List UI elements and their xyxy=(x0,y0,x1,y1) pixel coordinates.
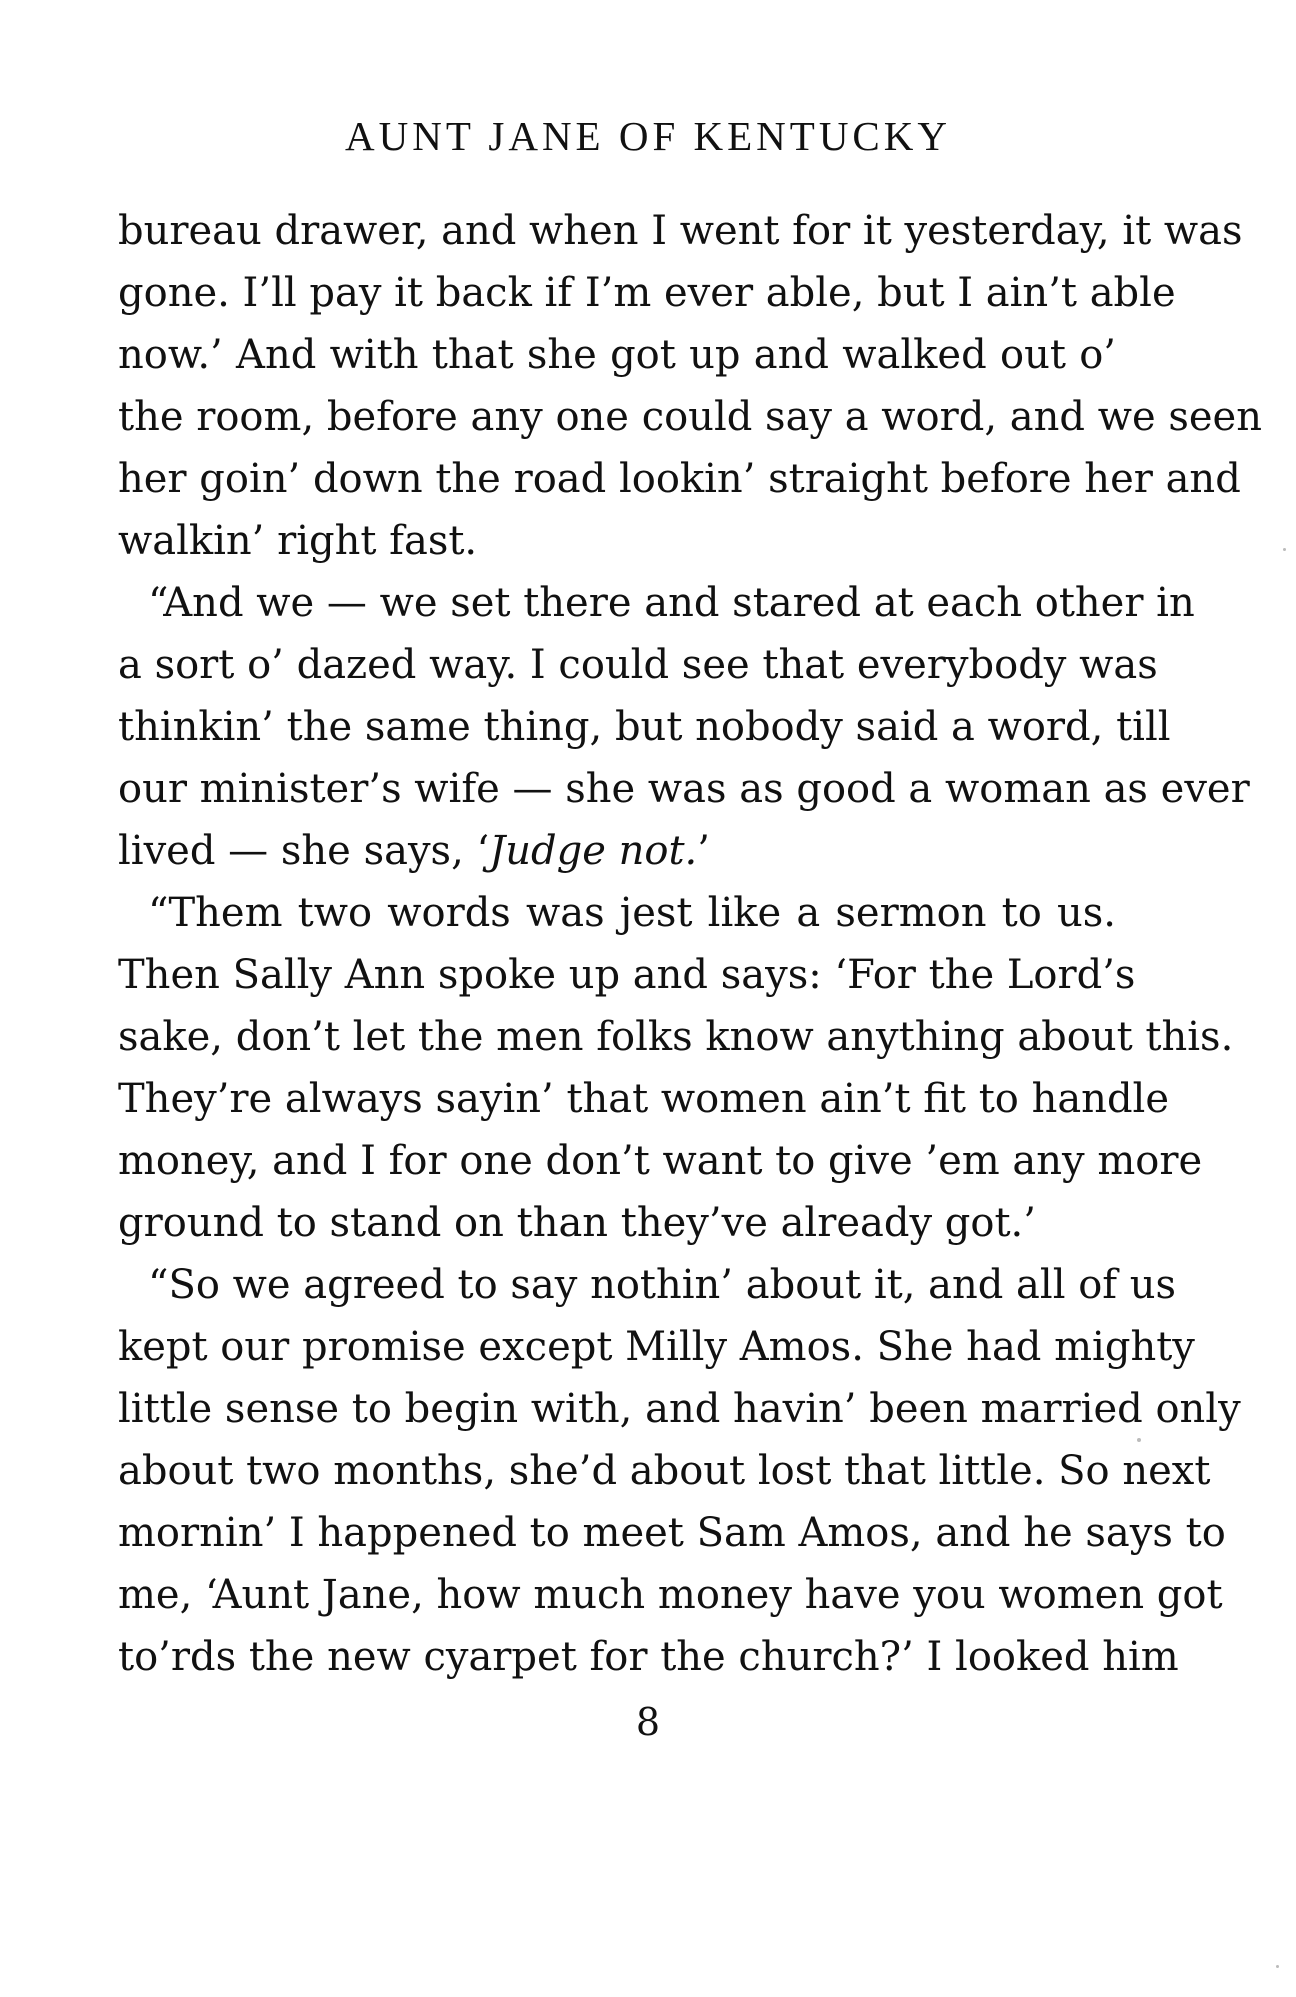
text-line: the room, before any one could say a word, and we seen xyxy=(118,394,1262,440)
text-line: now.’ And with that she got up and walked out o’ xyxy=(118,332,1116,378)
scan-speck xyxy=(1276,1965,1279,1968)
text-line: me, ‘Aunt Jane, how much money have you women got xyxy=(118,1572,1223,1618)
text-line: her goin’ down the road lookin’ straight before her and xyxy=(118,456,1241,502)
text-line: walkin’ right fast. xyxy=(118,518,478,564)
text-line: Then Sally Ann spoke up and says: ‘For the Lord’s xyxy=(118,952,1136,998)
text-line: bureau drawer, and when I went for it yesterday, it was xyxy=(118,208,1243,254)
text-line: sake, don’t let the men folks know anything about this. xyxy=(118,1014,1234,1060)
text-line: to’rds the new cyarpet for the church?’ I looked him xyxy=(118,1634,1179,1680)
scan-speck xyxy=(1283,548,1286,551)
text-line: our minister’s wife — she was as good a woman as ever xyxy=(118,766,1250,812)
text-line: “So we agreed to say nothin’ about it, and all of us xyxy=(148,1262,1177,1308)
text-line: “And we — we set there and stared at each other in xyxy=(148,580,1195,626)
text-line: lived — she says, ‘Judge not.’ xyxy=(118,828,710,874)
text-line: thinkin’ the same thing, but nobody said a word, till xyxy=(118,704,1171,750)
italic-phrase: Judge not. xyxy=(489,828,698,874)
text-line: “Them two words was jest like a sermon to us. xyxy=(148,890,1116,936)
running-head: AUNT JANE OF KENTUCKY xyxy=(345,113,951,159)
text-line: little sense to begin with, and havin’ been married only xyxy=(118,1386,1241,1432)
page-number: 8 xyxy=(635,1700,661,1744)
text-line: a sort o’ dazed way. I could see that everybody was xyxy=(118,642,1158,688)
text-line: gone. I’ll pay it back if I’m ever able, but I ain’t able xyxy=(118,270,1176,316)
text-line: kept our promise except Milly Amos. She had mighty xyxy=(118,1324,1195,1370)
text-line: money, and I for one don’t want to give ’em any more xyxy=(118,1138,1203,1184)
scan-speck xyxy=(1137,1438,1141,1442)
text-line: mornin’ I happened to meet Sam Amos, and he says to xyxy=(118,1510,1226,1556)
text-line: about two months, she’d about lost that little. So next xyxy=(118,1448,1211,1494)
body-text xyxy=(118,200,1262,1688)
text-line: They’re always sayin’ that women ain’t fit to handle xyxy=(118,1076,1170,1122)
text-line: ground to stand on than they’ve already got.’ xyxy=(118,1200,1036,1246)
